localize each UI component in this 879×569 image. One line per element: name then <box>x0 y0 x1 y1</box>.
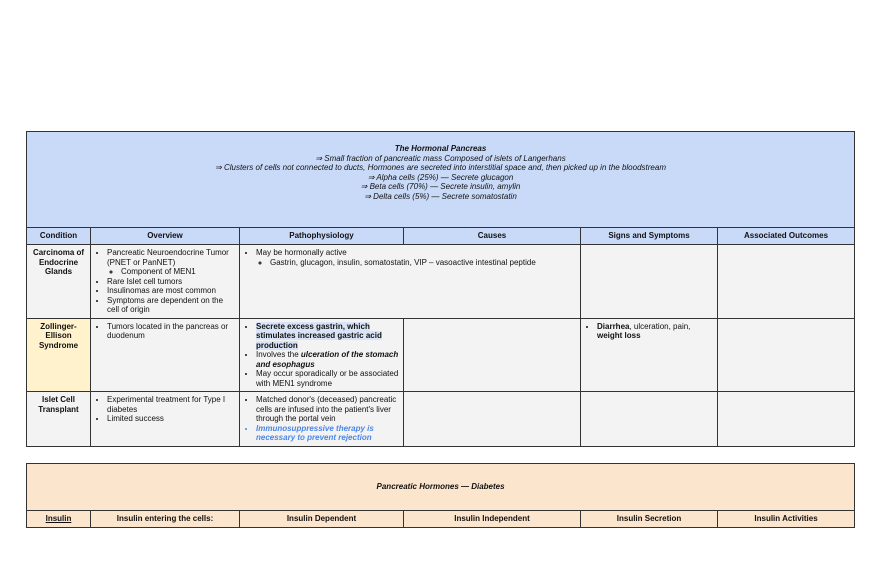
list-item: • Rare Islet cell tumors <box>107 277 235 287</box>
list-item: • May occur sporadically or be associated with MEN1 syndrome <box>256 369 399 388</box>
signs-cell <box>581 318 718 392</box>
overview-cell <box>91 392 240 447</box>
table-banner <box>27 464 855 511</box>
condition-cell: Islet Cell Transplant <box>27 392 91 447</box>
overview-cell <box>91 245 240 319</box>
outcomes-cell <box>718 318 855 392</box>
header-signs-symptoms: Signs and Symptoms <box>581 228 718 245</box>
outcomes-cell <box>718 245 855 319</box>
header-insulin-entering: Insulin entering the cells: <box>91 511 240 528</box>
header-overview: Overview <box>91 228 240 245</box>
condition-cell: Zollinger-Ellison Syndrome <box>27 318 91 392</box>
list-item: • Tumors located in the pancreas or duodenum <box>107 322 235 341</box>
list-item: • Insulinomas are most common <box>107 286 235 296</box>
list-item: • May be hormonally active ◦ Gastrin, glucagon, insulin, somatostatin, VIP – vasoactive intestinal peptide <box>256 248 576 267</box>
list-item: • Limited success <box>107 414 235 424</box>
causes-cell <box>404 318 581 392</box>
highlighted-text: Secrete excess gastrin, which stimulates increased gastric acid production <box>256 321 382 350</box>
banner-line: ⇒ Small fraction of pancreatic mass Composed of islets of Langerhans <box>315 153 566 163</box>
table-row <box>27 392 855 447</box>
condition-cell: Carcinoma of Endocrine Glands <box>27 245 91 319</box>
header-insulin-independent: Insulin Independent <box>404 511 581 528</box>
banner-title: The Hormonal Pancreas <box>394 144 487 153</box>
table-row <box>27 245 855 319</box>
header-insulin-secretion: Insulin Secretion <box>581 511 718 528</box>
list-item: • Immunosuppressive therapy is necessary to prevent rejection <box>256 424 399 443</box>
signs-cell <box>581 245 718 319</box>
list-subitem: ◦ Component of MEN1 <box>121 267 235 277</box>
list-item: • Diarrhea, ulceration, pain, weight loss <box>597 322 713 341</box>
list-item: • Matched donor's (deceased) pancreatic cells are infused into the patient's liver through the portal vein <box>256 395 399 424</box>
banner-line: ⇒ Beta cells (70%) — Secrete insulin, amylin <box>360 182 521 191</box>
header-insulin-dependent: Insulin Dependent <box>240 511 404 528</box>
banner-line: ⇒ Clusters of cells not connected to ducts, Hormones are secreted into interstitial space and, then picked up in the bloodstream <box>215 163 666 172</box>
header-insulin-activities: Insulin Activities <box>718 511 855 528</box>
list-item: • Involves the ulceration of the stomach and esophagus <box>256 350 399 369</box>
pathophysiology-cell <box>240 392 404 447</box>
causes-cell <box>404 392 581 447</box>
header-pathophysiology: Pathophysiology <box>240 228 404 245</box>
banner-line: ⇒ Delta cells (5%) — Secrete somatostatin <box>364 191 517 201</box>
pathophysiology-cell <box>240 318 404 392</box>
header-causes: Causes <box>404 228 581 245</box>
list-item: • Pancreatic Neuroendocrine Tumor (PNET or PanNET) ◦ Component of MEN1 <box>107 248 235 277</box>
signs-cell <box>581 392 718 447</box>
hormonal-pancreas-table <box>26 131 855 447</box>
table-row <box>27 318 855 392</box>
header-insulin: Insulin <box>27 511 91 528</box>
list-item: • Experimental treatment for Type I diabetes <box>107 395 235 414</box>
banner-line: ⇒ Alpha cells (25%) — Secrete glucagon <box>367 172 514 182</box>
outcomes-cell <box>718 392 855 447</box>
list-item <box>256 322 399 351</box>
list-item: • Symptoms are dependent on the cell of origin <box>107 296 235 315</box>
overview-cell <box>91 318 240 392</box>
emphasis-text: ulceration of the stomach and esophagus <box>256 350 399 369</box>
table-banner <box>27 132 855 228</box>
banner-title: Pancreatic Hormones — Diabetes <box>376 482 505 492</box>
header-condition: Condition <box>27 228 91 245</box>
header-associated-outcomes: Associated Outcomes <box>718 228 855 245</box>
pathophysiology-cell <box>240 245 581 319</box>
pancreatic-hormones-table <box>26 463 855 528</box>
list-subitem: ◦ Gastrin, glucagon, insulin, somatostatin, VIP – vasoactive intestinal peptide <box>270 258 576 268</box>
